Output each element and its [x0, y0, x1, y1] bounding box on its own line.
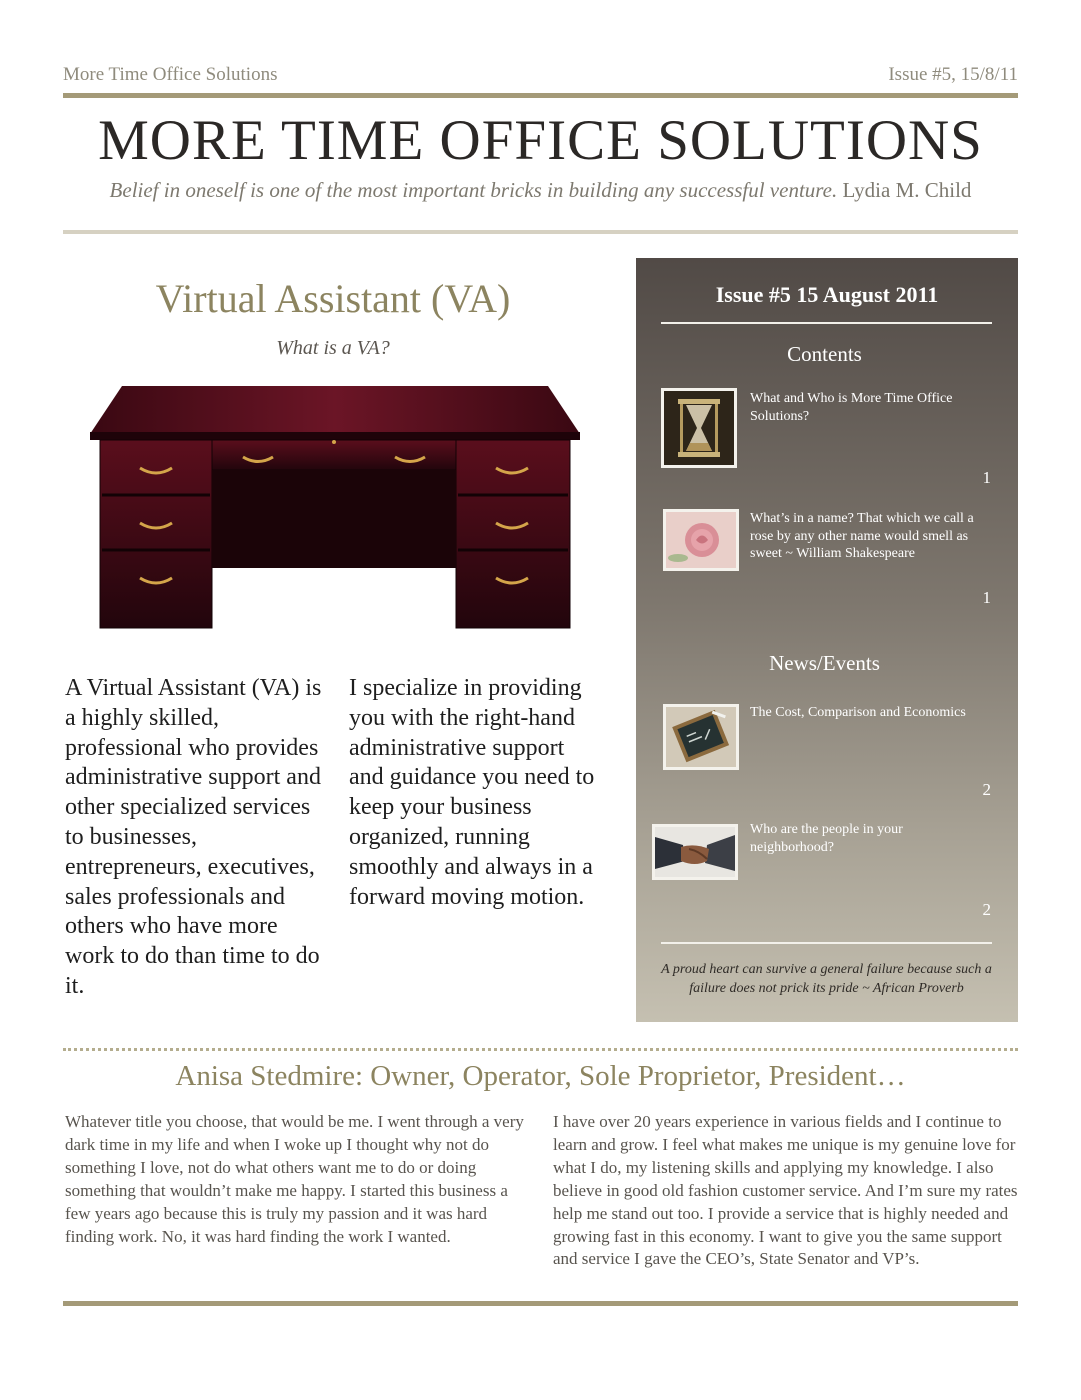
news-item-2-text[interactable]: Who are the people in your neighborhood? — [750, 822, 903, 855]
header-publication-name: More Time Office Solutions — [63, 64, 278, 85]
masthead-rule — [63, 230, 1018, 234]
contents-item-2-text[interactable]: What’s in a name? That which we call a rose by any other name would smell as sweet ~ William Shakespeare — [750, 511, 974, 561]
sidebar-rule-bottom — [661, 942, 992, 944]
feature-column-2: I specialize in providing you with the right-hand administrative support and guidance you need to keep your business organized, running smoothly and always in a forward moving motion. — [349, 675, 595, 910]
sidebar-rule-top — [661, 322, 992, 324]
feature-column-1: A Virtual Assistant (VA) is a highly skilled, professional who provides administrative support and other specialized services to businesses, entrepreneurs, executives, sales professionals and others who have more work to do than time to do it. — [65, 675, 322, 999]
masthead-quote-text: Belief in oneself is one of the most important bricks in building any successful venture. — [109, 178, 838, 202]
masthead-title: MORE TIME OFFICE SOLUTIONS — [98, 109, 983, 172]
owner-heading: Anisa Stedmire: Owner, Operator, Sole Proprietor, President… — [175, 1060, 906, 1092]
header-rule — [63, 93, 1018, 98]
contents-item-2-page: 1 — [982, 588, 991, 607]
rose-icon — [663, 509, 739, 571]
contents-sidebar — [636, 258, 1018, 1022]
owner-column-2: I have over 20 years experience in various fields and I continue to learn and grow. I feel what makes me unique is my genuine love for what I do, my listening skills and applying my knowledge. I also believe in good old fashion customer service. And I’m sure my rates help me stand out too. I provide a service that is highly needed and growing fast in this economy. I want to give you the same support and service I gave the CEO’s, State Senator and VP’s. — [553, 1112, 1018, 1269]
contents-heading: Contents — [787, 342, 862, 366]
news-item-2-page: 2 — [982, 900, 991, 919]
footer-rule — [63, 1301, 1018, 1306]
handshake-icon — [652, 824, 738, 880]
header-issue-label: Issue #5, 15/8/11 — [888, 64, 1018, 85]
feature-title: Virtual Assistant (VA) — [155, 276, 511, 321]
news-item-1-text[interactable]: The Cost, Comparison and Economics — [750, 705, 966, 720]
desk-image — [88, 382, 582, 634]
sidebar-quote: A proud heart can survive a general failure because such a failure does not prick its pride ~ African Proverb — [661, 962, 992, 996]
sidebar-issue-date: Issue #5 15 August 2011 — [715, 282, 939, 307]
contents-item-1-text[interactable]: What and Who is More Time Office Solutions? — [750, 391, 953, 424]
masthead-quote-author: Lydia M. Child — [842, 178, 972, 202]
hourglass-icon — [661, 388, 737, 468]
section-divider — [63, 1048, 1018, 1051]
chalkboard-icon — [663, 704, 739, 770]
feature-subtitle: What is a VA? — [276, 337, 390, 359]
owner-column-1: Whatever title you choose, that would be me. I went through a very dark time in my life and when I woke up I thought why not do something I love, not do what others want me to do or doing something that wouldn’t make me happy. I started this business a few years ago because this is truly my passion and it was hard finding work. No, it was hard finding the work I wanted. — [65, 1112, 524, 1246]
news-item-1-page: 2 — [982, 780, 991, 799]
masthead-quote — [63, 178, 1018, 203]
news-heading: News/Events — [769, 651, 880, 675]
contents-item-1-page: 1 — [982, 468, 991, 487]
